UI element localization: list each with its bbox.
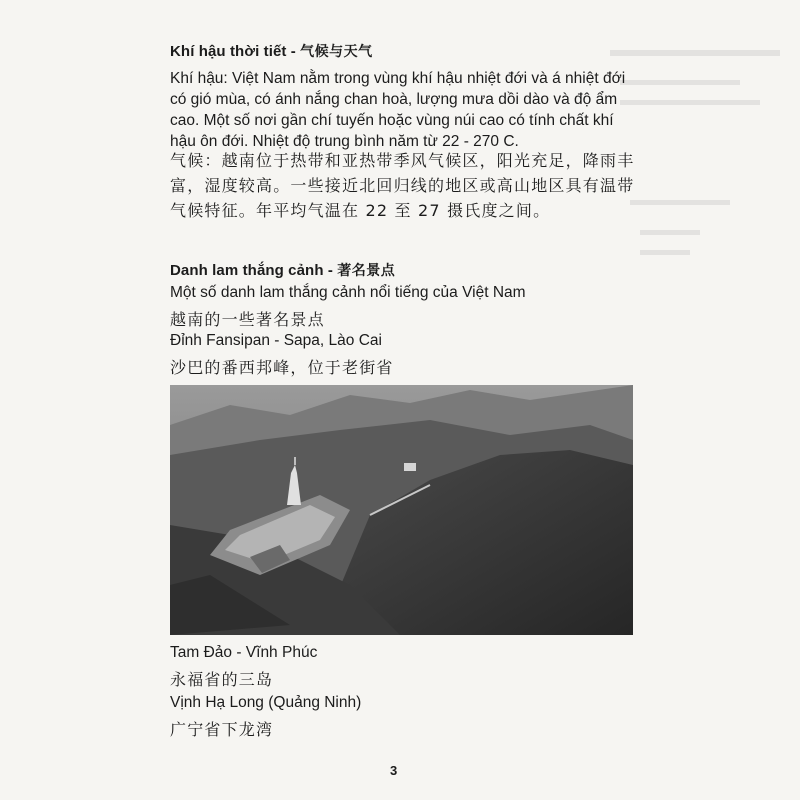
climate-text-cn: 气候：越南位于热带和亚热带季风气候区，阳光充足，降雨丰富，湿度较高。一些接近北回归线的地区或高山地区具有温带气候特征。年平均气温在 22 至 27 摄氏度之间。 [170, 151, 635, 220]
halong-caption-cn: 广宁省下龙湾 [170, 720, 274, 739]
landmarks-heading-cn: 著名景点 [337, 263, 396, 279]
tamdao-caption-cn: 永福省的三岛 [170, 670, 274, 689]
fansipan-photo [170, 385, 633, 635]
landmarks-heading [170, 259, 395, 284]
tamdao-caption-vi: Tam Đảo - Vĩnh Phúc [170, 644, 318, 661]
landmarks-heading-vi: Danh lam thắng cảnh - [170, 262, 338, 279]
climate-text-vi: Khí hậu: Việt Nam nằm trong vùng khí hậu nhiệt đới và á nhiệt đới có gió mùa, có ánh nắng chan hoà, lượng mưa dồi dào và độ ẩm cao. Một số nơi gần chí tuyến hoặc vùng núi cao có tính chất khí hậu ôn đới. Nhiệt độ trung bình năm từ 22 - 270 C. [170, 70, 626, 150]
fansipan-caption-cn: 沙巴的番西邦峰，位于老街省 [170, 358, 394, 377]
landmarks-intro-vi: Một số danh lam thắng cảnh nổi tiếng của Việt Nam [170, 284, 526, 301]
climate-heading-cn: 气候与天气 [300, 44, 373, 60]
page-number: 3 [390, 763, 398, 778]
climate-heading [170, 40, 373, 65]
climate-heading-vi: Khí hậu thời tiết - [170, 43, 301, 60]
landmarks-intro-cn: 越南的一些著名景点 [170, 310, 325, 329]
halong-caption-vi: Vịnh Hạ Long (Quảng Ninh) [170, 694, 362, 711]
fansipan-caption-vi: Đỉnh Fansipan - Sapa, Lào Cai [170, 332, 382, 349]
